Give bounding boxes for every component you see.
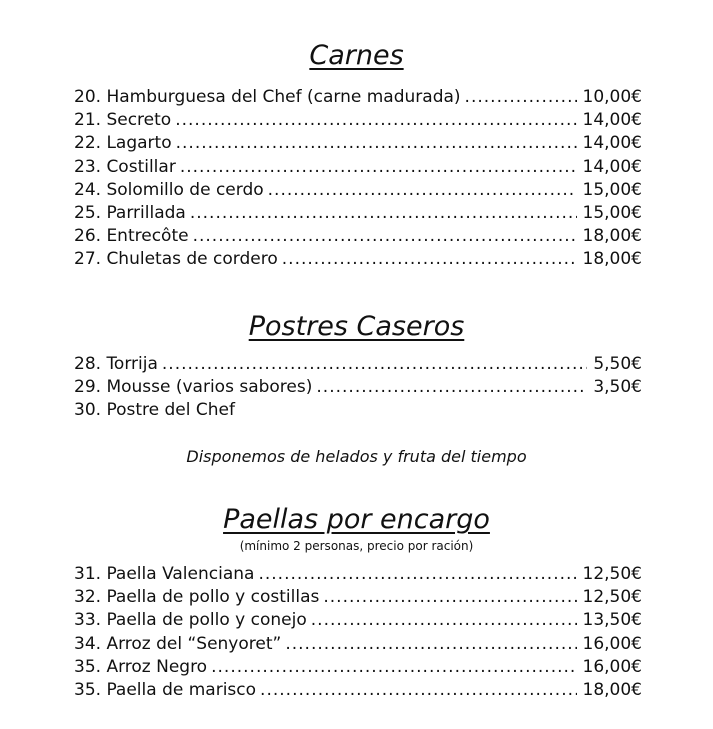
- dot-leader: [175, 109, 576, 132]
- item-name: 29. Mousse (varios sabores): [74, 377, 313, 398]
- menu-list-paellas: [74, 563, 642, 702]
- item-price: 14,00€: [582, 133, 642, 154]
- dot-leader: [311, 609, 577, 632]
- menu-item: [74, 132, 642, 155]
- dot-leader: [211, 656, 576, 679]
- item-price: 10,00€: [582, 87, 642, 107]
- item-name: 30. Postre del Chef: [74, 400, 235, 421]
- item-name: 25. Parrillada: [74, 202, 186, 223]
- availability-note: Disponemos de helados y fruta del tiempo: [186, 447, 527, 466]
- item-name: 32. Paella de pollo y costillas: [74, 587, 320, 608]
- dot-leader: [465, 86, 577, 109]
- section-title-carnes: Carnes: [309, 40, 404, 71]
- item-price: 18,00€: [582, 249, 642, 270]
- item-price: 14,00€: [582, 110, 642, 131]
- item-name: 31. Paella Valenciana: [74, 564, 255, 584]
- item-name: 20. Hamburguesa del Chef (carne madurada): [74, 87, 461, 107]
- dot-leader: [190, 202, 577, 225]
- menu-item: [74, 179, 642, 202]
- dot-leader: [268, 179, 577, 202]
- dot-leader: [176, 132, 577, 155]
- menu-item: [74, 633, 642, 656]
- menu-item: [74, 225, 642, 248]
- item-price: 12,50€: [582, 587, 642, 608]
- menu-item: [74, 399, 642, 422]
- item-price: 12,50€: [582, 564, 642, 584]
- dot-leader: [260, 679, 576, 702]
- menu-item: [74, 586, 642, 609]
- menu-item: [74, 376, 642, 399]
- section-title-paellas: Paellas por encargo: [223, 504, 490, 535]
- dot-leader: [193, 225, 577, 248]
- item-price: 18,00€: [582, 226, 642, 247]
- menu-item: [74, 609, 642, 632]
- dot-leader: [323, 586, 576, 609]
- section-subtitle: (mínimo 2 personas, precio por ración): [239, 539, 474, 553]
- item-name: 34. Arroz del “Senyoret”: [74, 633, 282, 654]
- menu-item: [74, 109, 642, 132]
- item-name: 23. Costillar: [74, 156, 176, 177]
- menu-item: [74, 202, 642, 225]
- item-name: 24. Solomillo de cerdo: [74, 179, 264, 200]
- item-name: 28. Torrija: [74, 354, 158, 374]
- menu-list-carnes: [74, 86, 642, 272]
- dot-leader: [258, 563, 576, 586]
- dot-leader: [162, 353, 587, 376]
- item-name: 35. Paella de marisco: [74, 679, 257, 700]
- menu-item: [74, 679, 642, 702]
- item-price: 5,50€: [593, 354, 642, 374]
- dot-leader: [316, 376, 587, 399]
- item-price: 18,00€: [582, 679, 642, 700]
- menu-item: [74, 563, 642, 586]
- item-price: 3,50€: [593, 377, 642, 398]
- item-price: 14,00€: [582, 156, 642, 177]
- menu-item: [74, 86, 642, 109]
- menu-item: [74, 248, 642, 271]
- item-name: 33. Paella de pollo y conejo: [74, 610, 307, 631]
- item-price: 15,00€: [582, 179, 642, 200]
- menu-item: [74, 353, 642, 376]
- item-name: 27. Chuletas de cordero: [74, 249, 278, 270]
- item-price: 16,00€: [582, 633, 642, 654]
- section-title-postres: Postres Caseros: [248, 311, 465, 342]
- dot-leader: [180, 156, 577, 179]
- item-price: 15,00€: [582, 202, 642, 223]
- item-name: 21. Secreto: [74, 110, 172, 131]
- item-price: 16,00€: [582, 656, 642, 677]
- menu-item: [74, 156, 642, 179]
- menu-item: [74, 656, 642, 679]
- item-price: 13,50€: [582, 610, 642, 631]
- item-name: 22. Lagarto: [74, 133, 172, 154]
- item-name: 26. Entrecôte: [74, 226, 189, 247]
- item-name: 35. Arroz Negro: [74, 656, 208, 677]
- menu-list-postres: [74, 353, 642, 423]
- dot-leader: [285, 633, 576, 656]
- dot-leader: [282, 248, 577, 271]
